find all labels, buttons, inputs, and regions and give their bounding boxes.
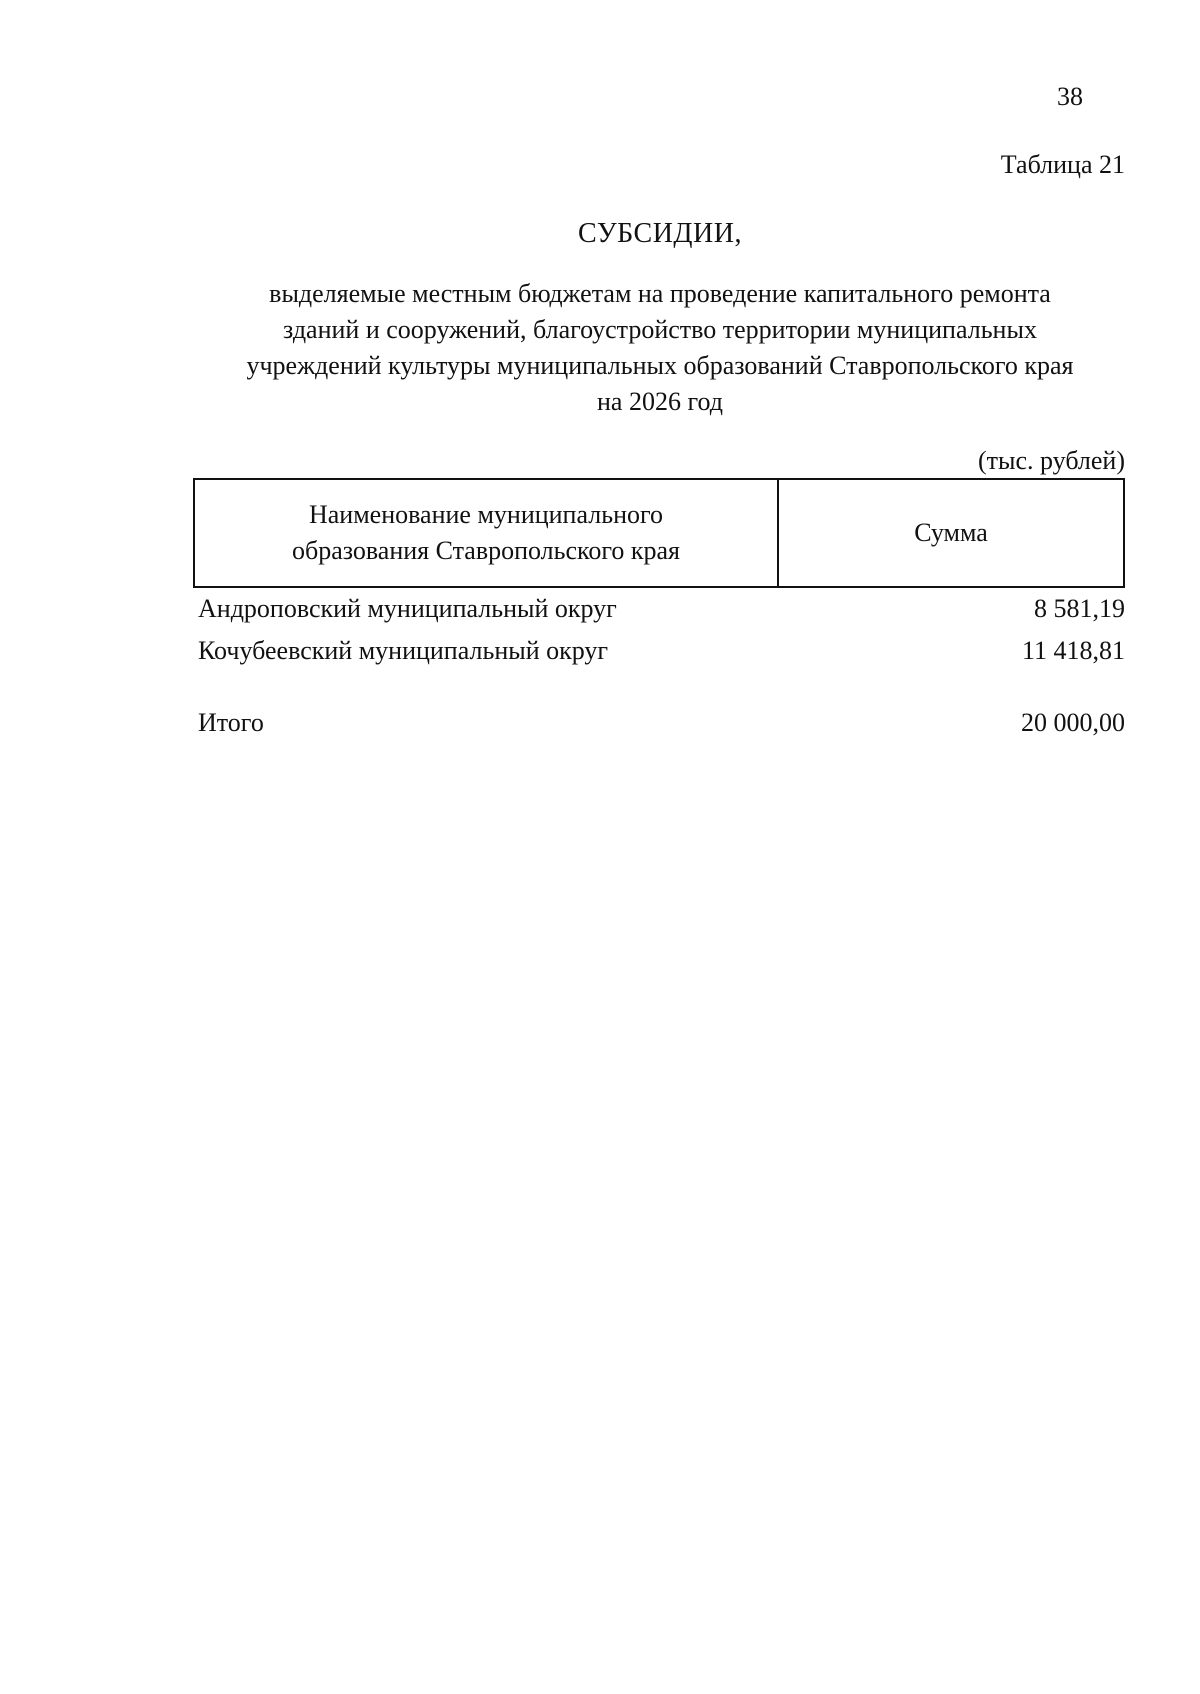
document-title: СУБСИДИИ, bbox=[578, 218, 742, 249]
row-municipality-name: Андроповский муниципальный округ bbox=[198, 594, 617, 623]
total-label: Итого bbox=[198, 708, 264, 737]
header-municipality-name bbox=[195, 480, 779, 586]
table-row bbox=[198, 594, 1125, 624]
header-name-line: образования Ставропольского края bbox=[291, 536, 681, 565]
page-number: 38 bbox=[1057, 82, 1083, 111]
subtitle-line: выделяемые местным бюджетам на проведение капитального ремонта bbox=[269, 279, 1051, 308]
row-municipality-name: Кочубеевский муниципальный округ bbox=[198, 636, 609, 665]
header-name-line: Наименование муниципального bbox=[308, 500, 664, 529]
header-sum: Сумма bbox=[914, 518, 988, 547]
table-row bbox=[198, 636, 1125, 666]
table-header bbox=[193, 478, 1125, 588]
subtitle-line: учреждений культуры муниципальных образований Ставропольского края bbox=[246, 351, 1074, 380]
subtitle-line: зданий и сооружений, благоустройство территории муниципальных bbox=[283, 315, 1037, 344]
units-note: (тыс. рублей) bbox=[977, 446, 1125, 475]
total-row bbox=[198, 708, 1125, 738]
row-sum-value: 8 581,19 bbox=[1034, 594, 1125, 623]
subtitle-line: на 2026 год bbox=[597, 387, 723, 416]
table-label: Таблица 21 bbox=[1000, 150, 1125, 179]
total-value: 20 000,00 bbox=[1021, 708, 1125, 737]
document-subtitle bbox=[200, 276, 1120, 420]
row-sum-value: 11 418,81 bbox=[1021, 636, 1125, 665]
